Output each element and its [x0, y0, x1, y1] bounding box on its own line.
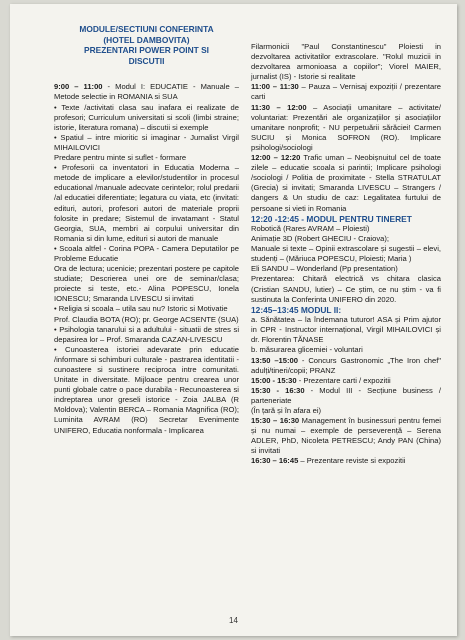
- left-column: [54, 24, 239, 436]
- program-paragraph: [54, 133, 239, 153]
- program-paragraph: [251, 376, 441, 386]
- time-slot: 11:30 – 12:00: [251, 102, 307, 112]
- program-paragraph: [251, 345, 441, 355]
- paragraph-text: Management în businessuri pentru femei și nu numai – exemple de perseverență – Serena ADLER, PhD, Nicoleta PETRESCU; Andy PAN (China) si invitati: [251, 416, 441, 456]
- program-paragraph: [251, 234, 441, 244]
- paragraph-text: – Asociații umanitare – activitate/ voluntariat: Prezentări ale organizațiilor și asociațiilor umanitare nonprofit; - NU perpetuării sărăciei! Carmen SUCIU și Monica SOFRON (RO). Implicare psihologi/sociologi: [251, 102, 441, 152]
- paragraph-text: Filarmonicii "Paul Constantinescu" Ploiesti in dezvoltarea activitatilor extrascolare. "Rolul muzicii in dezvoltarea armonioasa a copiilor"; Viorel MAIER, jurnalist (IS) - Istorie si realitate: [251, 42, 441, 82]
- paragraph-text: - Concurs Gastronomic „The Iron chef" adulți/tineri/copii; PRANZ: [251, 355, 441, 375]
- paragraph-text: – Prezentare reviste si expozitii: [298, 456, 406, 466]
- paragraph-text: Robotică (Rares AVRAM – Ploiesti): [251, 224, 370, 233]
- program-paragraph: [251, 224, 441, 234]
- program-paragraph: [54, 103, 239, 133]
- module-heading: 12:45–13:45 MODUL II:: [251, 304, 342, 315]
- program-paragraph: [251, 153, 441, 214]
- paragraph-text: – Pauza – Vernisaj expoziții / prezentare carti: [251, 82, 441, 102]
- section-heading: [54, 24, 239, 66]
- paragraph-text: • Profesorii ca inventatori in Educatia Moderna – metode de implicare a elevilor/studentilor in procesul educational /manuale adecvate cerintelor; rolul predarii /al educatiei diferentiate; legatura cu viata, etc (invitati: edituri, autori, profesori autori de materiale proprii folosite in predare; Sistemul de invatamant - Statul Georgia, SUA, membri ai corpului universitar din Romania si din lume, edituri si autori de manuale: [54, 163, 239, 243]
- program-paragraph: [251, 315, 441, 345]
- program-paragraph: [251, 386, 441, 406]
- paragraph-text: b. măsurarea glicemiei - voluntari: [251, 345, 363, 355]
- program-paragraph: [251, 406, 441, 416]
- paragraph-text: Prezentarea: Chitară electrică vs chitara clasica (Cristian SANDU, lutier) – Ce știm, ce nu știm - va fi sustinuta la Conferinta UNIFERO din 2020.: [251, 274, 441, 304]
- program-paragraph: [54, 153, 239, 163]
- paragraph-text: - Prezentare carti / expozitii: [296, 375, 391, 385]
- paragraph-text: Predare pentru minte si suflet - formare: [54, 153, 187, 163]
- paragraph-text: • Texte /activitati clasa sau inafara ei realizate de profesori; Curriculum universitati si scoli (limbi straine; istorie, literatura romana) – discutii si exemple: [54, 102, 239, 132]
- heading-line: DISCUTII: [128, 55, 165, 66]
- heading-line: (HOTEL DAMBOVITA): [103, 34, 190, 45]
- program-paragraph: [251, 416, 441, 456]
- document-page: [10, 4, 457, 636]
- paragraph-text: Manuale si texte – Opinii extrascolare și sugestii – elevi, studenți – (Măriuca POPESCU, Ploiesti; Maria ): [251, 244, 441, 264]
- paragraph-text: - Modul III - Secțiune business / parteneriate: [251, 385, 441, 405]
- program-paragraph: [251, 103, 441, 153]
- paragraph-text: Animație 3D (Robert GHECIU - Craiova);: [251, 234, 389, 244]
- program-paragraph: [251, 42, 441, 82]
- time-slot: 15:30 - 16:30: [251, 385, 305, 395]
- program-paragraph: [251, 456, 441, 466]
- right-column-body: [251, 42, 441, 467]
- paragraph-text: (În țară și în afara ei): [251, 406, 322, 415]
- left-column-body: [54, 82, 239, 435]
- program-paragraph: [251, 244, 441, 264]
- paragraph-text: a. Sănătatea – la îndemana tuturor! ASA și Prim ajutor in CPR - Instructor internațional, Virgil MIHAILOVICI și dr. Florentin TĂNASE: [251, 315, 441, 345]
- paragraph-text: - Modul I: EDUCATIE - Manuale – Metode selectie in ROMANIA si SUA: [54, 82, 239, 102]
- paragraph-text: Ora de lectura; ucenicie; prezentari postere pe capitole studiate; Descrierea unei ore de seminar/clasa; proiecte si teste, etc.- Alina POPESCU, Ionela IONESCU; Smaranda LIVESCU si invitati: [54, 264, 239, 304]
- module-heading: 12:20 -12:45 - MODUL PENTRU TINERET: [251, 213, 412, 224]
- heading-line: PREZENTARI POWER POINT SI: [83, 45, 209, 56]
- program-paragraph: [54, 315, 239, 325]
- paragraph-text: Prof. Claudia BOTA (RO); pr. George ACSENTE (SUA): [54, 314, 239, 324]
- program-paragraph: [54, 82, 239, 102]
- time-slot: 11:00 – 11:30: [251, 82, 299, 92]
- heading-line: MODULE/SECTIUNI CONFERINTA: [79, 24, 214, 34]
- right-column: [251, 42, 441, 467]
- paragraph-text: Trafic uman – Neobișnuitul cel de toate zilele – educatie scoala si parintii; Implicare psihologi /sociologi / Politia de proximitate - Stella STRATULAT (Grecia) si invitati; Smaranda LIVESCU – Strangers / dangers & Un studiu de caz: Legalitatea furtului de persoane si vieti in Romania: [251, 153, 441, 213]
- program-paragraph: [54, 345, 239, 436]
- program-paragraph: [251, 82, 441, 102]
- program-paragraph: [54, 163, 239, 244]
- time-slot: 15:00 - 15:30: [251, 375, 297, 385]
- program-paragraph: [54, 244, 239, 264]
- time-slot: 16:30 – 16:45: [251, 456, 299, 466]
- paragraph-text: • Spatiul – intre mioritic si imaginar - Jurnalist Virgil MIHAILOVICI: [54, 132, 239, 152]
- time-slot: 15:30 – 16:30: [251, 416, 300, 426]
- page-number: 14: [229, 616, 238, 625]
- program-paragraph: [54, 325, 239, 345]
- program-paragraph: [54, 264, 239, 304]
- program-paragraph: [251, 264, 441, 274]
- paragraph-text: • Psihologia tanarului si a adultului - situatii de stres si depasirea lor – Prof. Smaranda CAZAN-LIVESCU: [54, 324, 239, 344]
- program-paragraph: [251, 356, 441, 376]
- program-paragraph: [251, 274, 441, 304]
- time-slot: 13:50 –15:00: [251, 355, 298, 365]
- paragraph-text: • Scoala altfel - Corina POPA - Camera Deputatilor pe Probleme Educatie: [54, 243, 239, 263]
- time-slot: 12:00 – 12:20: [251, 153, 301, 163]
- paragraph-text: Eli SANDU – Wonderland (Pp presentation): [251, 264, 398, 274]
- paragraph-text: • Religia si scoala – utila sau nu? Istoric si Motivatie: [54, 304, 228, 314]
- paragraph-text: • Cunoasterea istoriei adevarate prin educatie /informare si schimburi culturale - pastrarea identitatii - cunoastere si sustinere reciproca intre comunitati. Unitate in diversitate. Mijloace pentru crearea unor punti globale catre o pace durabila - Recunoasterea si indreptarea unor greseli istorice - Zoia JALBA (R Moldova); Valentin BERCA – Romania Magnifica (RO); Luminita AVRAM (RO) Secretar Evenimente UNIFERO, Educatia nonformala - Implicarea: [54, 344, 239, 435]
- time-slot: 9:00 – 11:00: [54, 82, 103, 92]
- program-paragraph: [54, 304, 239, 314]
